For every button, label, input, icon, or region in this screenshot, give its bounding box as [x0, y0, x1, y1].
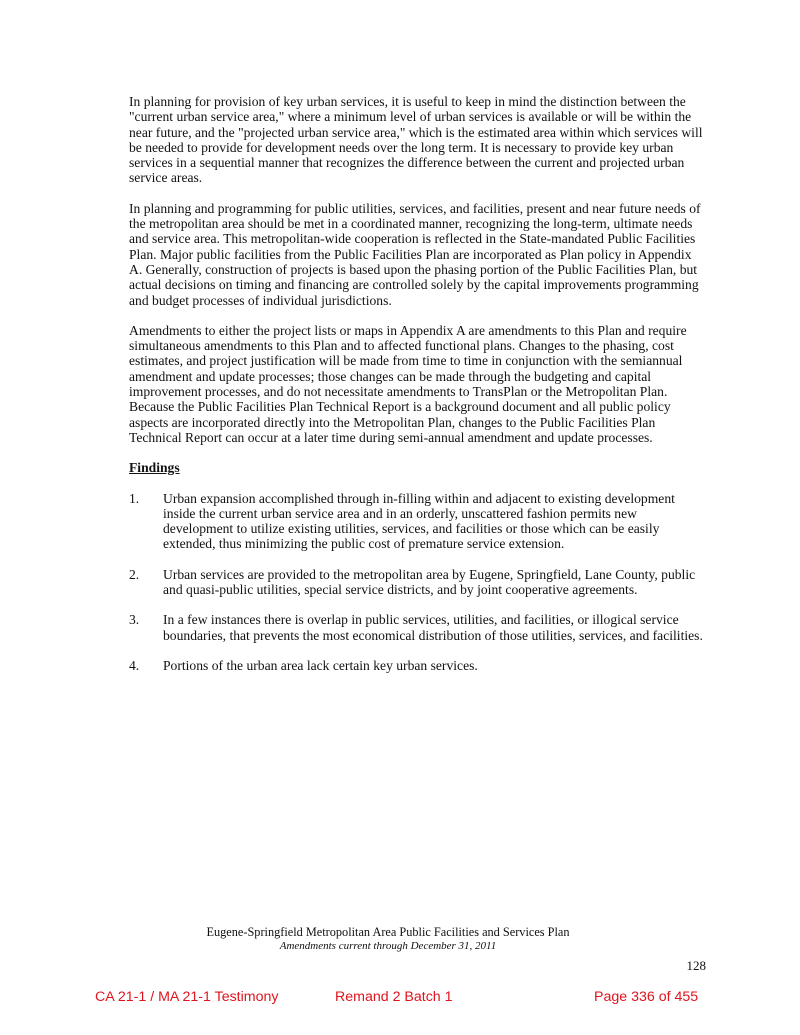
- finding-item: [129, 658, 707, 673]
- finding-text: Portions of the urban area lack certain key urban services.: [163, 657, 478, 673]
- footer-plan-title: Eugene-Springfield Metropolitan Area Public Facilities and Services Plan: [206, 925, 570, 939]
- finding-item: [129, 491, 707, 552]
- batch-stamp: Remand 2 Batch 1: [335, 989, 453, 1005]
- finding-text: Urban services are provided to the metropolitan area by Eugene, Springfield, Lane County, public and quasi-public utilities, special service districts, and by joint cooperative agreements.: [163, 566, 696, 598]
- finding-text: Urban expansion accomplished through in-filling within and adjacent to existing development inside the current urban service area and in an orderly, unscattered fashion permits new development to utilize existing utilities, services, and facilities or those which can be easily extended, thus minimizing the public cost of premature service extension.: [163, 490, 675, 552]
- findings-list: [129, 491, 707, 674]
- paragraph-current-vs-projected: In planning for provision of key urban services, it is useful to keep in mind the distinction between the "current urban service area," where a minimum level of urban services is available or will be within the near future, and the "projected urban service area," which is the estimated area within which services will be needed to provide for development needs over the long term. It is necessary to provide key urban services in a sequential manner that recognizes the difference between the current and projected urban service areas.: [129, 94, 703, 186]
- paragraph-amendments: Amendments to either the project lists or maps in Appendix A are amendments to this Plan and require simultaneous amendments to this Plan and to affected functional plans. Changes to the phasing, cost estimates, and project justification will be made from time to time in conjunction with the semiannual amendment and update processes; those changes can be made through the budgeting and capital improvement processes, and do not necessitate amendments to TransPlan or the Metropolitan Plan. Because the Public Facilities Plan Technical Report is a background document and all public policy aspects are incorporated directly into the Metropolitan Plan, changes to the Public Facilities Plan Technical Report can occur at a later time during semi-annual amendment and update processes.: [129, 322, 687, 445]
- finding-item: [129, 612, 707, 643]
- page-number: 128: [686, 958, 706, 973]
- finding-item: [129, 567, 707, 598]
- finding-number: 2.: [129, 566, 140, 582]
- paragraph-public-facilities-plan: In planning and programming for public utilities, services, and facilities, present and near future needs of the metropolitan area should be met in a coordinated manner, recognizing the long-term, ultimate needs and service area. This metropolitan-wide cooperation is reflected in the State-mandated Public Facilities Plan. Major public facilities from the Public Facilities Plan are incorporated as Plan policy in Appendix A. Generally, construction of projects is based upon the phasing portion of the Public Facilities Plan, but actual decisions on timing and financing are controlled solely by the capital improvements programming and budget processes of individual jurisdictions.: [129, 200, 701, 308]
- finding-text: In a few instances there is overlap in public services, utilities, and facilities, or illogical service boundaries, that prevents the most economical distribution of those utilities, services, and facilities.: [163, 612, 703, 643]
- page-count-stamp: Page 336 of 455: [594, 989, 699, 1005]
- footer-amendments-note: Amendments current through December 31, 2011: [279, 940, 497, 952]
- findings-heading: Findings: [129, 460, 180, 476]
- testimony-stamp: CA 21-1 / MA 21-1 Testimony: [95, 989, 279, 1005]
- finding-number: 1.: [129, 490, 140, 506]
- finding-number: 4.: [129, 657, 140, 673]
- body-content: [129, 94, 707, 688]
- finding-number: 3.: [129, 612, 140, 628]
